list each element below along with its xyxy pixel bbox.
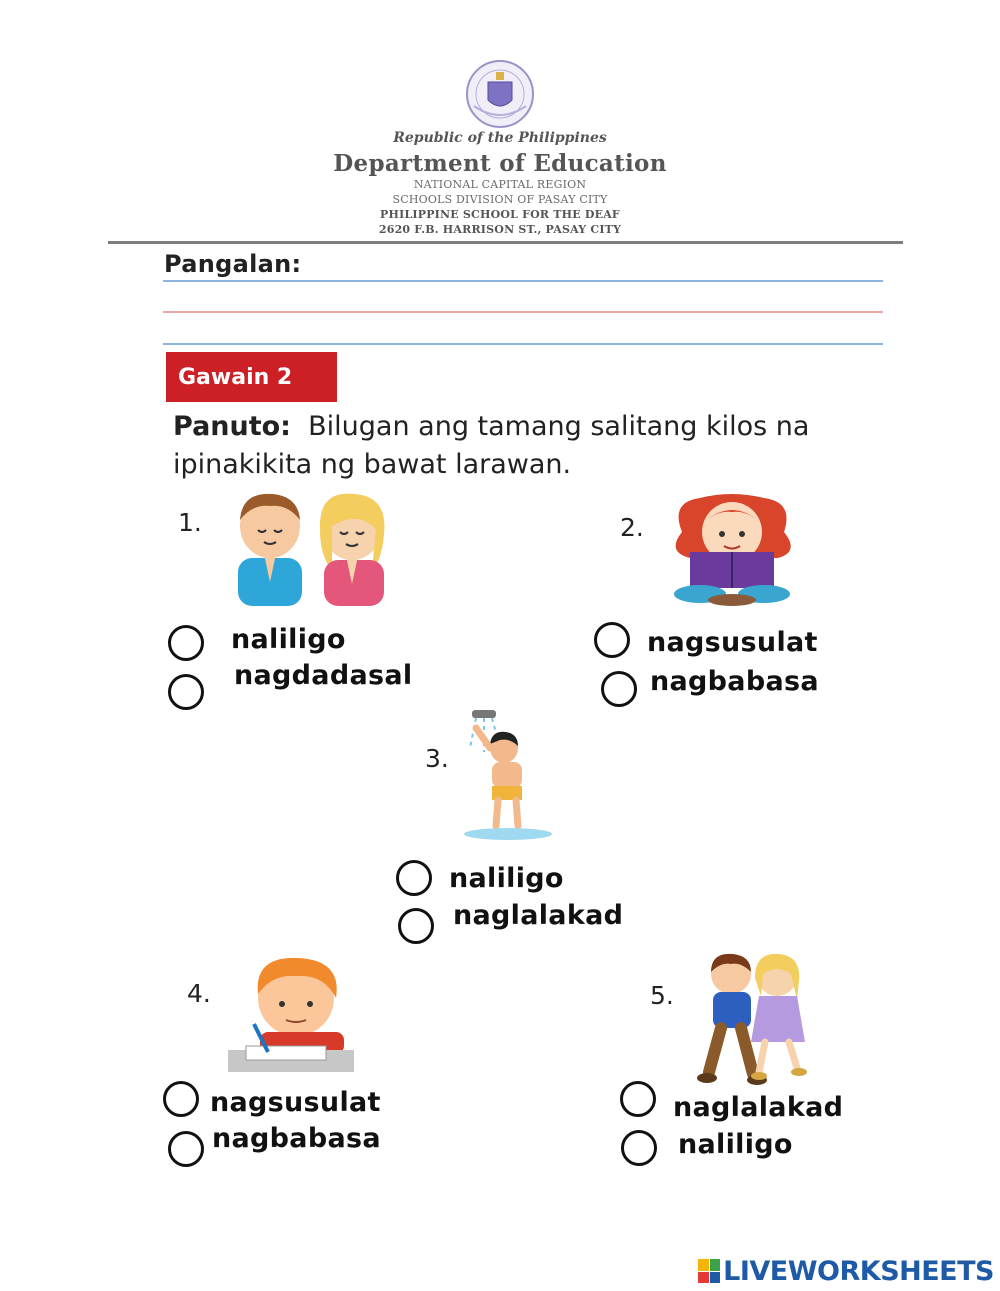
deped-seal-logo (460, 58, 540, 130)
question-3-picture (460, 708, 560, 842)
question-3-option-2[interactable]: naglalakad (453, 900, 624, 931)
name-label: Pangalan: (164, 250, 302, 278)
question-3-option-1-circle[interactable] (396, 860, 432, 896)
question-2-option-1-circle[interactable] (594, 622, 630, 658)
instructions (173, 408, 893, 484)
name-line-top[interactable] (163, 280, 883, 282)
liveworksheets-brand[interactable] (698, 1256, 994, 1286)
question-5-option-2[interactable]: naliligo (678, 1129, 793, 1160)
instruction-label: Panuto: (173, 411, 291, 442)
question-1-number: 1. (178, 508, 202, 537)
liveworksheets-logo-icon (698, 1259, 720, 1283)
question-1-option-1[interactable]: naliligo (231, 624, 346, 655)
question-2-picture (660, 492, 805, 607)
question-1-picture (232, 490, 397, 608)
question-5-option-1[interactable]: naglalakad (673, 1092, 844, 1123)
question-4-picture (224, 954, 359, 1076)
instruction-text: Bilugan ang tamang salitang kilos na ipinakikita ng bawat larawan. (173, 411, 810, 480)
question-3-option-1[interactable]: naliligo (449, 863, 564, 894)
activity-badge: Gawain 2 (166, 352, 337, 402)
question-5-option-2-circle[interactable] (621, 1130, 657, 1166)
question-2-option-2-circle[interactable] (601, 671, 637, 707)
name-line-middle (163, 311, 883, 313)
question-4-option-2[interactable]: nagbabasa (212, 1123, 381, 1154)
header-division: SCHOOLS DIVISION OF PASAY CITY (392, 193, 608, 206)
liveworksheets-wordmark: LIVEWORKSHEETS (723, 1255, 994, 1287)
header-school: PHILIPPINE SCHOOL FOR THE DEAF (380, 208, 620, 221)
question-5-option-1-circle[interactable] (620, 1081, 656, 1117)
question-5-picture (693, 950, 825, 1086)
name-line-bottom (163, 343, 883, 345)
question-3-number: 3. (425, 744, 449, 773)
question-4-option-1-circle[interactable] (163, 1081, 199, 1117)
question-1-option-1-circle[interactable] (168, 625, 204, 661)
header-address: 2620 F.B. HARRISON ST., PASAY CITY (378, 223, 622, 236)
question-1-option-2[interactable]: nagdadasal (234, 660, 413, 691)
question-4-number: 4. (187, 979, 211, 1008)
header-republic: Republic of the Philippines (393, 130, 607, 146)
question-1-option-2-circle[interactable] (168, 674, 204, 710)
question-2-option-2[interactable]: nagbabasa (650, 666, 819, 697)
question-2-number: 2. (620, 513, 644, 542)
question-5-number: 5. (650, 981, 674, 1010)
question-4-option-2-circle[interactable] (168, 1131, 204, 1167)
question-2-option-1[interactable]: nagsusulat (647, 627, 818, 658)
header-divider (108, 241, 903, 244)
question-3-option-2-circle[interactable] (398, 908, 434, 944)
header-region: NATIONAL CAPITAL REGION (413, 178, 587, 191)
header-department: Department of Education (333, 150, 667, 177)
question-4-option-1[interactable]: nagsusulat (210, 1087, 381, 1118)
